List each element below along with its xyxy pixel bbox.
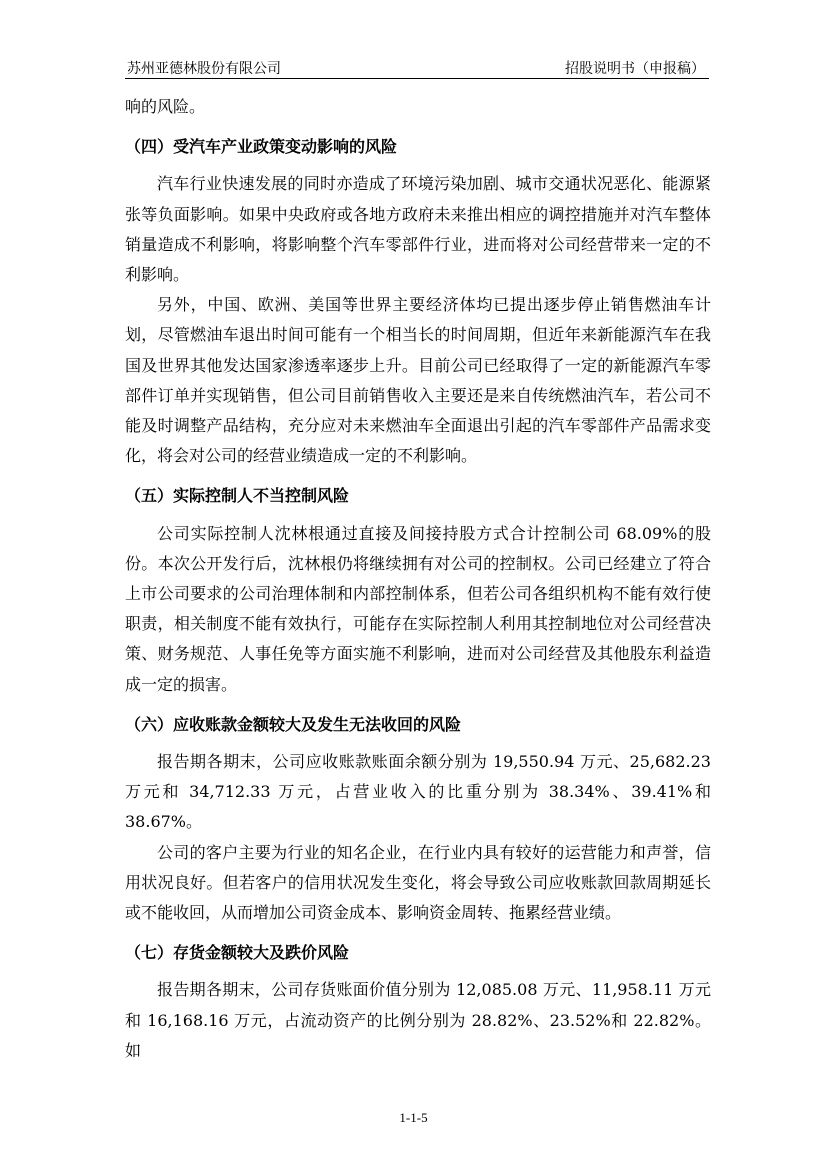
section-heading-5: （五）实际控制人不当控制风险 [125,486,350,506]
paragraph-continuation: 响的风险。 [125,97,206,116]
paragraph: 报告期各期末，公司应收账款账面余额分别为 19,550.94 万元、25,682.23 万元和 34,712.33 万元，占营业收入的比重分别为 38.34%、39.41%和 38.67%。 [125,752,711,832]
section-heading-6: （六）应收账款金额较大及发生无法收回的风险 [125,714,462,734]
page-number: 1-1-5 [399,1110,428,1125]
paragraph: 公司实际控制人沈林根通过直接及间接持股方式合计控制公司 68.09%的股份。本次公开发行后，沈林根仍将继续拥有对公司的控制权。公司已经建立了符合上市公司要求的公司治理体制和内部控制体系，但若公司各组织机构不能有效行使职责，相关制度不能有效执行，可能存在实际控制人利用其控制地位对公司经营决策、财务规范、人事任免等方面实施不利影响，进而对公司经营及其他股东利益造成一定的损害。 [125,523,711,694]
page-header [125,58,709,79]
paragraph: 公司的客户主要为行业的知名企业，在行业内具有较好的运营能力和声誉，信用状况良好。但若客户的信用状况发生变化，将会导致公司应收账款回款周期延长或不能收回，从而增加公司资金成本、影响资金周转、拖累经营业绩。 [125,842,711,923]
header-company-name: 苏州亚德林股份有限公司 [127,61,281,77]
document-body [125,92,711,1066]
paragraph: 报告期各期末，公司存货账面价值分别为 12,085.08 万元、11,958.11 万元和 16,168.16 万元，占流动资产的比例分别为 28.82%、23.52%和 22.82%。如 [125,980,711,1060]
paragraph: 汽车行业快速发展的同时亦造成了环境污染加剧、城市交通状况恶化、能源紧张等负面影响。如果中央政府或各地方政府未来推出相应的调控措施并对汽车整体销量造成不利影响，将影响整个汽车零部件行业，进而将对公司经营带来一定的不利影响。 [125,174,711,285]
section-heading-4: （四）受汽车产业政策变动影响的风险 [125,137,398,157]
header-document-title: 招股说明书（申报稿） [565,61,705,77]
section-heading-7: （七）存货金额较大及跌价风险 [125,943,350,963]
paragraph: 另外，中国、欧洲、美国等世界主要经济体均已提出逐步停止销售燃油车计划，尽管燃油车退出时间可能有一个相当长的时间周期，但近年来新能源汽车在我国及世界其他发达国家渗透率逐步上升。目前公司已经取得了一定的新能源汽车零部件订单并实现销售，但公司目前销售收入主要还是来自传统燃油汽车，若公司不能及时调整产品结构，充分应对未来燃油车全面退出引起的汽车零部件产品需求变化，将会对公司的经营业绩造成一定的不利影响。 [125,295,711,466]
